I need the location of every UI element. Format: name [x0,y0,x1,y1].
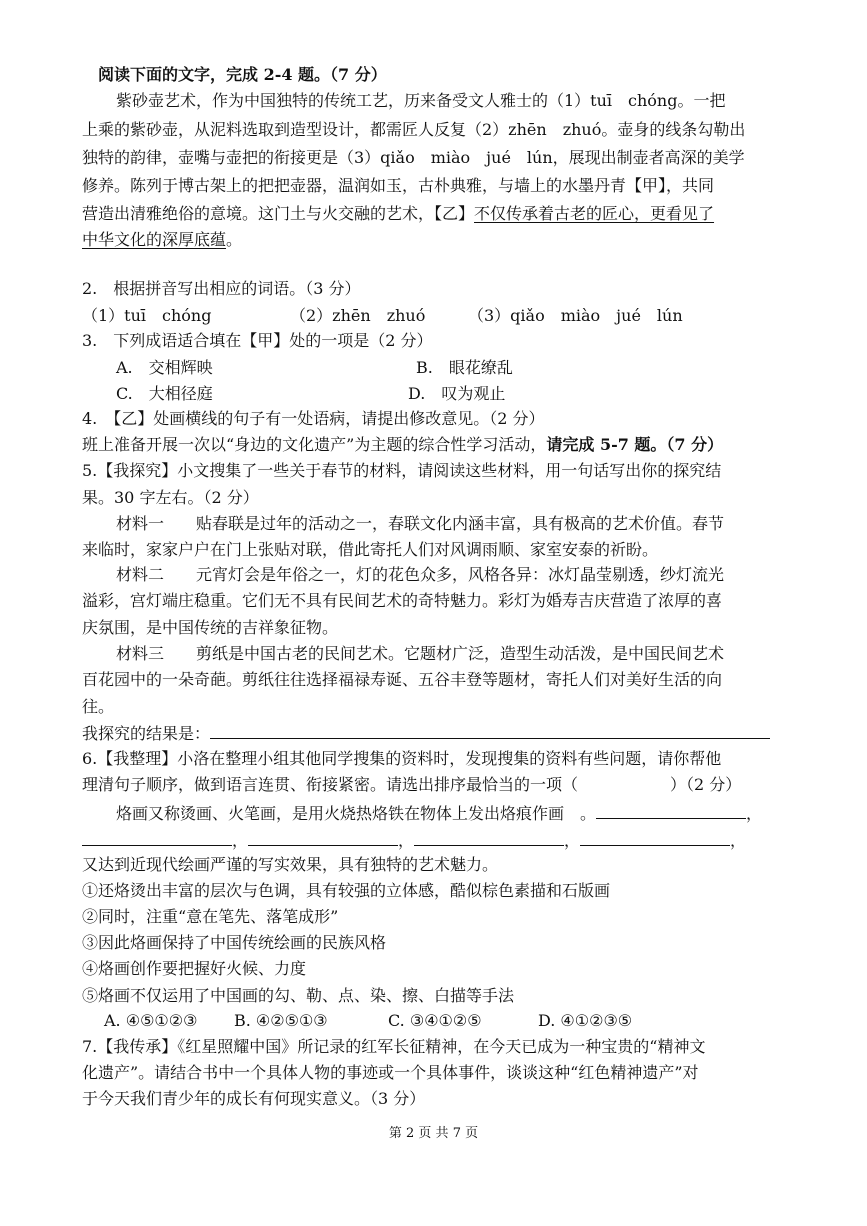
question-2-option-2: （2）zhēn zhuó [290,306,426,325]
passage-line-1: 紫砂壶艺术，作为中国独特的传统工艺，历来备受文人雅士的（1）tuī chóng。一把 [116,91,726,110]
question-6-line-2 [82,774,741,796]
question-7-line-2: 化遗产”。请结合书中一个具体人物的事迹或一个具体事件，谈谈这种“红色精神遗产”对 [82,1063,699,1082]
question-5-answer-row [82,722,770,745]
question-5-line-1: 5.【我探究】小文搜集了一些关于春节的材料，请阅读这些材料，用一句话写出你的探究结 [82,461,722,480]
passage-line-4: 修养。陈列于博古架上的把把壶器，温润如玉，古朴典雅，与墙上的水墨丹青【甲】，共同 [82,176,715,195]
question-5-line-2: 果。30 字左右。（2 分） [82,488,259,507]
question-6-line-1: 6.【我整理】小洛在整理小组其他同学搜集的资料时，发现搜集的资料有些问题，请你帮他 [82,749,722,768]
question-3-option-d: D. 叹为观止 [408,384,506,403]
question-6-option-a: A. ④⑤①②③ [104,1011,198,1030]
question-3-stem: 3. 下列成语适合填在【甲】处的一项是（2 分） [82,331,433,350]
page-footer: 第 2 页 共 7 页 [388,1126,479,1141]
passage-line-2: 上乘的紫砂壶，从泥料选取到造型设计，都需匠人反复（2）zhēn zhuó。壶身的线条勾勒出 [82,120,746,139]
comma: ， [730,831,747,850]
comma: ， [564,831,581,850]
passage-line-5 [82,203,714,225]
question-6-line-3-text: 烙画又称烫画、火笔画，是用火烧热烙铁在物体上发出烙痕作画 。 [116,804,597,823]
material-2-line-3: 庆氛围，是中国传统的吉祥象征物。 [82,618,339,637]
question-6-line-3 [116,802,762,825]
question-3-option-c: C. 大相径庭 [116,384,213,403]
question-5-answer-label: 我探究的结果是： [82,724,211,743]
comma: ， [746,804,763,823]
blank-5[interactable] [580,829,730,846]
blank-3[interactable] [248,829,398,846]
activity-intro-text: 班上准备开展一次以“身边的文化遗产”为主题的综合性学习活动， [82,435,547,454]
question-2-option-3: （3）qiǎo miào jué lún [468,306,683,325]
material-1-line-2: 来临时，家家户户在门上张贴对联，借此寄托人们对风调雨顺、家室安泰的祈盼。 [82,540,659,559]
passage-line-6-end: 。 [226,230,243,249]
question-3-option-a: A. 交相辉映 [116,358,213,377]
passage-line-5-text: 营造出清雅绝俗的意境。这门土与火交融的艺术，【乙】 [82,204,475,223]
material-3-line-3: 往。 [82,697,115,716]
question-7-line-1: 7.【我传承】《红星照耀中国》所记录的红军长征精神，在今天已成为一种宝贵的“精神文 [82,1037,706,1056]
material-3-line-1: 材料三 剪纸是中国古老的民间艺术。它题材广泛，造型生动活泼，是中国民间艺术 [116,644,725,663]
material-2-line-1: 材料二 元宵灯会是年俗之一，灯的花色众多，风格各异：冰灯晶莹剔透，纱灯流光 [116,565,725,584]
material-3-line-2: 百花园中的一朵奇葩。剪纸往往选择福禄寿诞、五谷丰登等题材，寄托人们对美好生活的向 [82,670,723,689]
material-2-line-2: 溢彩，宫灯端庄稳重。它们无不具有民间艺术的奇特魅力。彩灯为婚寿吉庆营造了浓厚的喜 [82,591,723,610]
sentence-2: ②同时，注重“意在笔先、落笔成形” [82,907,339,926]
material-1-line-1: 材料一 贴春联是过年的活动之一，春联文化内涵丰富，具有极高的艺术价值。春节 [116,514,725,533]
question-3-option-b: B. 眼花缭乱 [416,358,513,377]
blank-4[interactable] [414,829,564,846]
activity-intro [82,434,723,456]
question-6-line-5: 又达到近现代绘画严谨的写实效果，具有独特的艺术魅力。 [82,855,499,874]
question-5-answer-blank[interactable] [210,722,770,739]
question-6-line-2-text: 理清句子顺序，做到语言连贯、衔接紧密。请选出排序最恰当的一项（ [82,775,579,794]
passage-line-3: 独特的韵律，壶嘴与壶把的衔接更是（3）qiǎo miào jué lún，展现出制壶者高深的美学 [82,148,745,167]
question-6-blank-row [82,829,746,852]
question-6-score: ）（2 分） [670,775,742,794]
sentence-4: ④烙画创作要把握好火候、力度 [82,959,307,978]
sentence-3: ③因此烙画保持了中国传统绘画的民族风格 [82,933,387,952]
question-6-option-c: C. ③④①②⑤ [388,1011,482,1030]
underlined-sentence-part1: 不仅传承着古老的匠心，更看见了 [474,204,715,223]
blank-1[interactable] [596,802,746,819]
comma: ， [232,831,249,850]
question-6-option-d: D. ④①②③⑤ [538,1011,633,1030]
question-4-stem: 4. 【乙】处画横线的句子有一处语病，请提出修改意见。（2 分） [82,409,545,428]
question-7-line-3: 于今天我们青少年的成长有何现实意义。（3 分） [82,1089,426,1108]
activity-intro-instruction: 请完成 5-7 题。（7 分） [546,435,724,454]
comma: ， [398,831,415,850]
passage-heading: 阅读下面的文字，完成 2-4 题。（7 分） [98,65,387,84]
question-2-option-1: （1）tuī chóng [82,306,212,325]
sentence-5: ⑤烙画不仅运用了中国画的勾、勒、点、染、擦、白描等手法 [82,986,515,1005]
underlined-sentence-part2: 中华文化的深厚底蕴 [82,230,227,249]
question-6-option-b: B. ④②⑤①③ [234,1011,328,1030]
passage-line-6 [82,229,242,251]
blank-2[interactable] [82,829,232,846]
sentence-1: ①还烙烫出丰富的层次与色调，具有较强的立体感，酷似棕色素描和石版画 [82,881,611,900]
question-2-stem: 2. 根据拼音写出相应的词语。（3 分） [82,279,361,298]
